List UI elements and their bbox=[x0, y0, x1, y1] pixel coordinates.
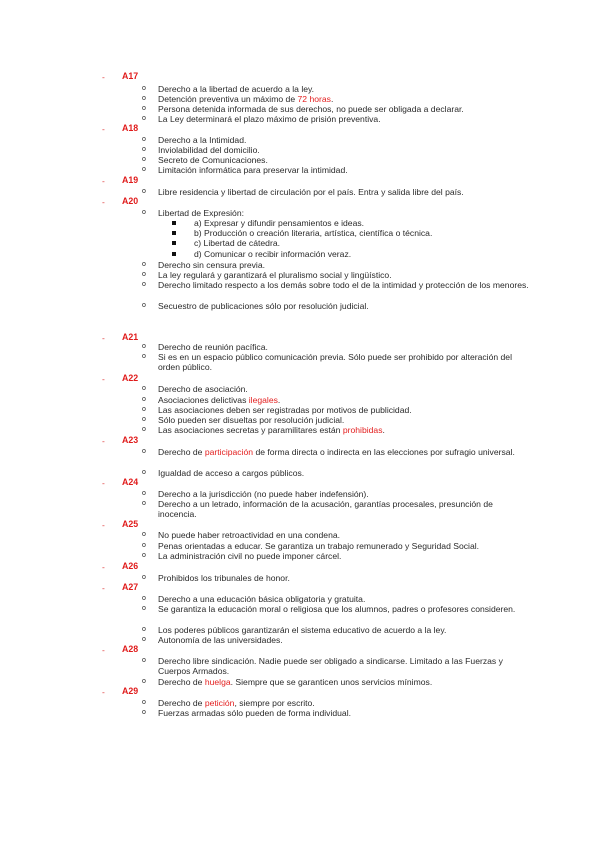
article-label: A28 bbox=[122, 644, 139, 654]
list-item-text: Libre residencia y libertad de circulación por el país. Entra y salida libre del país. bbox=[158, 187, 464, 197]
bullet-circle-icon: o bbox=[142, 261, 146, 268]
square-bullet-icon bbox=[172, 241, 176, 245]
bullet-circle-icon: o bbox=[142, 385, 146, 392]
bullet-circle-icon: o bbox=[142, 115, 146, 122]
list-item-text: Derecho de asociación. bbox=[158, 384, 248, 394]
article-dash-marker: - bbox=[102, 687, 105, 697]
bullet-circle-icon: o bbox=[142, 490, 146, 497]
bullet-circle-icon: o bbox=[142, 469, 146, 476]
bullet-circle-icon: o bbox=[142, 146, 146, 153]
bullet-circle-icon: o bbox=[142, 136, 146, 143]
list-item-text: Si es en un espacio público comunicación previa. Sólo puede ser prohibido por alteración del orden público. bbox=[158, 352, 512, 373]
bullet-circle-icon: o bbox=[142, 209, 146, 216]
square-bullet-icon bbox=[172, 252, 176, 256]
sub-list-item-text: b) Producción o creación literaria, artística, científica o técnica. bbox=[194, 228, 433, 238]
list-item-text: Sólo pueden ser disueltas por resolución judicial. bbox=[158, 415, 345, 425]
list-item-text bbox=[158, 94, 530, 104]
bullet-circle-icon: o bbox=[142, 657, 146, 664]
list-item-text: Derecho a un letrado, información de la acusación, garantías procesales, presunción de inocencia. bbox=[158, 499, 493, 520]
article-dash-marker: - bbox=[102, 374, 105, 384]
highlighted-term: petición bbox=[204, 698, 235, 708]
article-label: A18 bbox=[122, 123, 139, 133]
list-item-text: La Ley determinará el plazo máximo de prisión preventiva. bbox=[158, 114, 381, 124]
article-label: A24 bbox=[122, 477, 139, 487]
bullet-circle-icon: o bbox=[142, 605, 146, 612]
list-item-text: La ley regulará y garantizará el pluralismo social y lingüístico. bbox=[158, 270, 392, 280]
bullet-circle-icon: o bbox=[142, 396, 146, 403]
list-item-text: Derecho sin censura previa. bbox=[158, 260, 265, 270]
list-item-text: Secuestro de publicaciones sólo por resolución judicial. bbox=[158, 301, 369, 311]
article-dash-marker: - bbox=[102, 645, 105, 655]
bullet-circle-icon: o bbox=[142, 678, 146, 685]
article-label: A19 bbox=[122, 175, 139, 185]
article-label: A23 bbox=[122, 435, 139, 445]
article-dash-marker: - bbox=[102, 72, 105, 82]
highlighted-term: prohibidas bbox=[342, 425, 383, 435]
list-item-text bbox=[158, 425, 530, 435]
bullet-circle-icon: o bbox=[142, 188, 146, 195]
list-item-text: Los poderes públicos garantizarán el sistema educativo de acuerdo a la ley. bbox=[158, 625, 447, 635]
text-segment: . bbox=[330, 94, 334, 104]
highlighted-term: 72 horas bbox=[297, 94, 331, 104]
bullet-circle-icon: o bbox=[142, 636, 146, 643]
highlighted-term: huelga bbox=[204, 677, 231, 687]
article-label: A26 bbox=[122, 561, 139, 571]
text-segment: Derecho de bbox=[158, 698, 205, 708]
list-item-text: Prohibidos los tribunales de honor. bbox=[158, 573, 290, 583]
list-item-text: No puede haber retroactividad en una condena. bbox=[158, 530, 341, 540]
article-dash-marker: - bbox=[102, 333, 105, 343]
text-segment: Detención preventiva un máximo de bbox=[158, 94, 298, 104]
highlighted-term: ilegales bbox=[248, 395, 278, 405]
bullet-circle-icon: o bbox=[142, 426, 146, 433]
list-item-text: Derecho a la Intimidad. bbox=[158, 135, 247, 145]
text-segment: . Siempre que se garanticen unos servicios mínimos. bbox=[230, 677, 433, 687]
list-item-text: Derecho a una educación básica obligatoria y gratuita. bbox=[158, 594, 366, 604]
article-dash-marker: - bbox=[102, 436, 105, 446]
list-item-text: Las asociaciones deben ser registradas por motivos de publicidad. bbox=[158, 405, 412, 415]
bullet-circle-icon: o bbox=[142, 85, 146, 92]
article-dash-marker: - bbox=[102, 124, 105, 134]
bullet-circle-icon: o bbox=[142, 166, 146, 173]
bullet-circle-icon: o bbox=[142, 281, 146, 288]
text-segment: Derecho de bbox=[158, 677, 205, 687]
list-item-text: Derecho a la libertad de acuerdo a la ley. bbox=[158, 84, 315, 94]
sub-list-item-text: c) Libertad de cátedra. bbox=[194, 238, 280, 248]
text-segment: . bbox=[277, 395, 281, 405]
list-item-text: Derecho a la jurisdicción (no puede haber indefensión). bbox=[158, 489, 369, 499]
list-item-text: Derecho de reunión pacífica. bbox=[158, 342, 268, 352]
bullet-circle-icon: o bbox=[142, 302, 146, 309]
square-bullet-icon bbox=[172, 231, 176, 235]
article-dash-marker: - bbox=[102, 176, 105, 186]
bullet-circle-icon: o bbox=[142, 343, 146, 350]
list-item-text: Secreto de Comunicaciones. bbox=[158, 155, 268, 165]
list-item-text: Autonomía de las universidades. bbox=[158, 635, 283, 645]
article-label: A27 bbox=[122, 582, 139, 592]
bullet-circle-icon: o bbox=[142, 416, 146, 423]
list-item-text: Igualdad de acceso a cargos públicos. bbox=[158, 468, 305, 478]
list-item-text: Derecho libre sindicación. Nadie puede ser obligado a sindicarse. Limitado a las Fuerzas y Cuerpos Armados. bbox=[158, 656, 503, 677]
article-label: A29 bbox=[122, 686, 139, 696]
bullet-circle-icon: o bbox=[142, 406, 146, 413]
list-item-text: Inviolabilidad del domicilio. bbox=[158, 145, 260, 155]
text-segment: de forma directa o indirecta en las elecciones por sufragio universal. bbox=[253, 447, 515, 457]
bullet-circle-icon: o bbox=[142, 500, 146, 507]
list-item-text bbox=[158, 447, 530, 457]
list-item-text bbox=[158, 395, 530, 405]
article-label: A25 bbox=[122, 519, 139, 529]
highlighted-term: participación bbox=[204, 447, 254, 457]
article-label: A22 bbox=[122, 373, 139, 383]
bullet-circle-icon: o bbox=[142, 595, 146, 602]
list-item-text: Se garantiza la educación moral o religiosa que los alumnos, padres o profesores consideren. bbox=[158, 604, 516, 614]
text-segment: , siempre por escrito. bbox=[234, 698, 315, 708]
article-label: A20 bbox=[122, 196, 139, 206]
list-item-text: Limitación informática para preservar la intimidad. bbox=[158, 165, 348, 175]
bullet-circle-icon: o bbox=[142, 156, 146, 163]
list-item-text: La administración civil no puede imponer cárcel. bbox=[158, 551, 342, 561]
sub-list-item-text: a) Expresar y difundir pensamientos e ideas. bbox=[194, 218, 365, 228]
text-segment: Derecho de bbox=[158, 447, 205, 457]
bullet-circle-icon: o bbox=[142, 542, 146, 549]
bullet-circle-icon: o bbox=[142, 699, 146, 706]
bullet-circle-icon: o bbox=[142, 709, 146, 716]
bullet-circle-icon: o bbox=[142, 271, 146, 278]
sub-list-item-text: d) Comunicar o recibir información veraz. bbox=[194, 249, 352, 259]
list-item-text bbox=[158, 698, 530, 708]
bullet-circle-icon: o bbox=[142, 105, 146, 112]
article-dash-marker: - bbox=[102, 520, 105, 530]
bullet-circle-icon: o bbox=[142, 353, 146, 360]
list-item-text: Persona detenida informada de sus derechos, no puede ser obligada a declarar. bbox=[158, 104, 464, 114]
text-segment: Las asociaciones secretas y paramilitares están bbox=[158, 425, 343, 435]
bullet-circle-icon: o bbox=[142, 448, 146, 455]
square-bullet-icon bbox=[172, 221, 176, 225]
list-item-text: Penas orientadas a educar. Se garantiza un trabajo remunerado y Seguridad Social. bbox=[158, 541, 480, 551]
bullet-circle-icon: o bbox=[142, 95, 146, 102]
bullet-circle-icon: o bbox=[142, 552, 146, 559]
article-dash-marker: - bbox=[102, 197, 105, 207]
list-item-text bbox=[158, 677, 530, 687]
article-label: A21 bbox=[122, 332, 139, 342]
text-segment: Asociaciones delictivas bbox=[158, 395, 249, 405]
article-dash-marker: - bbox=[102, 478, 105, 488]
list-item-text: Fuerzas armadas sólo pueden de forma individual. bbox=[158, 708, 351, 718]
article-dash-marker: - bbox=[102, 583, 105, 593]
text-segment: . bbox=[382, 425, 385, 435]
bullet-circle-icon: o bbox=[142, 531, 146, 538]
list-item-text: Derecho limitado respecto a los demás sobre todo el de la intimidad y protección de los menores. bbox=[158, 280, 529, 290]
article-label: A17 bbox=[122, 71, 139, 81]
bullet-circle-icon: o bbox=[142, 574, 146, 581]
list-item-text: Libertad de Expresión: bbox=[158, 208, 244, 218]
bullet-circle-icon: o bbox=[142, 626, 146, 633]
article-dash-marker: - bbox=[102, 562, 105, 572]
